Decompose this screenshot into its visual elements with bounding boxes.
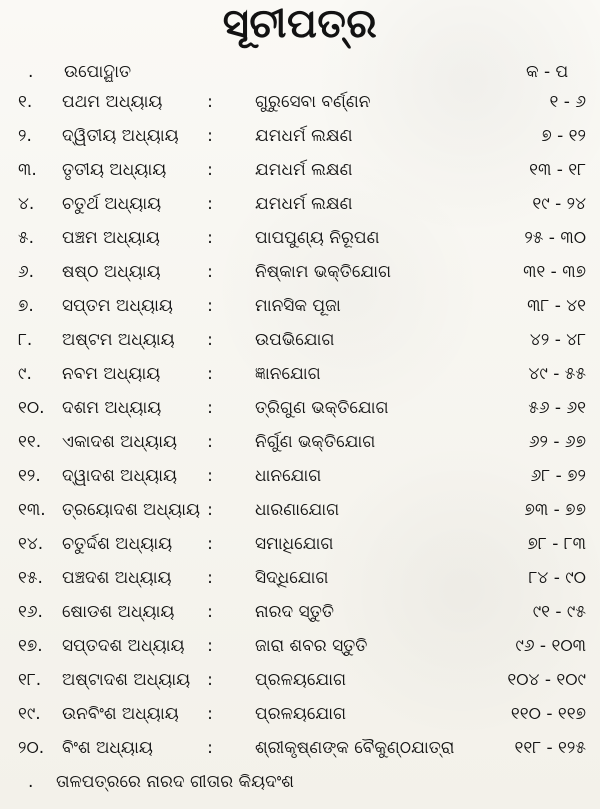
chapter-name: ନବମ ଅଧ୍ୟାୟ	[62, 364, 161, 384]
page-range: ୪୯ - ୫୫	[528, 364, 586, 384]
chapter-subject: ପ୍ରଳୟଯୋଗ	[255, 670, 347, 690]
toc-row	[0, 88, 600, 116]
toc-row	[0, 598, 600, 626]
chapter-subject: ଧାରଣାଯୋଗ	[255, 500, 340, 520]
chapter-subject: ଜ୍ଞାନଯୋଗ	[255, 364, 321, 384]
page-range: ୪୨ - ୪୮	[529, 330, 586, 350]
separator-colon: :	[207, 398, 213, 418]
page-range: ୩୮ - ୪୧	[527, 296, 586, 316]
chapter-subject: ତ୍ରିଗୁଣ ଭକ୍ତିଯୋଗ	[255, 398, 389, 418]
toc-row	[0, 156, 600, 184]
page-range: ୧୦୪ - ୧୦୯	[507, 670, 586, 690]
separator-colon: :	[207, 262, 213, 282]
row-number: ୨୦.	[18, 738, 45, 758]
footer-row	[0, 768, 600, 796]
page-range: ୭ - ୧୨	[541, 126, 586, 146]
intro-marker: .	[28, 62, 34, 82]
separator-colon: :	[207, 92, 213, 112]
toc-row	[0, 530, 600, 558]
separator-colon: :	[207, 466, 213, 486]
separator-colon: :	[207, 330, 213, 350]
page-range: ୩୧ - ୩୭	[523, 262, 586, 282]
toc-row	[0, 734, 600, 762]
page-range: ୧୯ - ୨୪	[532, 194, 586, 214]
separator-colon: :	[207, 602, 213, 622]
chapter-name: ଦ୍ୱିତୀୟ ଅଧ୍ୟାୟ	[62, 126, 179, 146]
chapter-subject: ଗୁରୁସେବା ବର୍ଣ୍ଣନ	[255, 92, 371, 112]
chapter-subject: ଶ୍ରୀକୃଷ୍ଣଙ୍କ ବୈକୁଣ୍ଠଯାତ୍ରା	[255, 738, 455, 758]
chapter-name: ଦ୍ୱାଦଶ ଅଧ୍ୟାୟ	[62, 466, 178, 486]
chapter-name: ଅଷ୍ଟାଦଶ ଅଧ୍ୟାୟ	[62, 670, 191, 690]
intro-label: ଉପୋଦ୍ଘାତ	[64, 62, 132, 82]
chapter-name: ଦଶମ ଅଧ୍ୟାୟ	[62, 398, 162, 418]
chapter-name: ଏକାଦଶ ଅଧ୍ୟାୟ	[62, 432, 177, 452]
chapter-name: ତ୍ରୟୋଦଶ ଅଧ୍ୟାୟ	[62, 500, 201, 520]
footer-text: ତାଳପତ୍ରରେ ନାରଦ ଗୀତାର କିୟଦଂଶ	[56, 772, 294, 792]
separator-colon: :	[207, 738, 213, 758]
page-range: ୫୬ - ୬୧	[528, 398, 586, 418]
row-number: ୬.	[18, 262, 35, 282]
page-range: ୧୧୦ - ୧୧୭	[510, 704, 586, 724]
toc-row	[0, 564, 600, 592]
chapter-subject: ପାପପୁଣ୍ୟ ନିରୂପଣ	[255, 228, 380, 248]
toc-row	[0, 292, 600, 320]
row-number: ୮.	[18, 330, 33, 350]
chapter-subject: ସିଦ୍ଧିଯୋଗ	[255, 568, 329, 588]
chapter-subject: ନିର୍ଗୁଣ ଭକ୍ତିଯୋଗ	[255, 432, 376, 452]
row-number: ୭.	[18, 296, 34, 316]
intro-pages: କ - ପ	[526, 62, 569, 82]
page-range: ୭୮ - ୮୩	[527, 534, 586, 554]
toc-row	[0, 632, 600, 660]
chapter-name: ସପ୍ତଦଶ ଅଧ୍ୟାୟ	[62, 636, 185, 656]
page-range: ୯୬ - ୧୦୩	[515, 636, 586, 656]
row-number: ୧୧.	[18, 432, 42, 452]
chapter-name: ଉନବିଂଶ ଅଧ୍ୟାୟ	[62, 704, 179, 724]
toc-row	[0, 462, 600, 490]
chapter-name: ସପ୍ତମ ଅଧ୍ୟାୟ	[62, 296, 173, 316]
chapter-subject: ଯମଧର୍ମ ଲକ୍ଷଣ	[255, 194, 353, 214]
row-number: ୧.	[18, 92, 33, 112]
toc-row	[0, 258, 600, 286]
chapter-name: ଚତୁର୍ଦ୍ଦଶ ଅଧ୍ୟାୟ	[62, 534, 173, 554]
separator-colon: :	[207, 228, 213, 248]
row-number: ୧୦.	[18, 398, 45, 418]
row-number: ୧୫.	[18, 568, 43, 588]
toc-row	[0, 360, 600, 388]
chapter-name: ଷୋଡଶ ଅଧ୍ୟାୟ	[62, 602, 175, 622]
row-number: ୫.	[18, 228, 35, 248]
intro-row	[0, 58, 600, 86]
page-range: ୯୧ - ୯୫	[532, 602, 586, 622]
row-number: ୨.	[18, 126, 32, 146]
footer-marker: .	[28, 772, 34, 792]
separator-colon: :	[207, 636, 213, 656]
row-number: ୪.	[18, 194, 35, 214]
chapter-name: ଅଷ୍ଟମ ଅଧ୍ୟାୟ	[62, 330, 175, 350]
separator-colon: :	[207, 296, 213, 316]
separator-colon: :	[207, 568, 213, 588]
separator-colon: :	[207, 500, 213, 520]
toc-row	[0, 428, 600, 456]
chapter-name: ପଞ୍ଚଦଶ ଅଧ୍ୟାୟ	[62, 568, 172, 588]
page-range: ୬୮ - ୭୨	[530, 466, 586, 486]
row-number: ୧୮.	[18, 670, 42, 690]
separator-colon: :	[207, 364, 213, 384]
row-number: ୧୩.	[18, 500, 46, 520]
page-title: ସୂଚୀପତ୍ର	[222, 1, 378, 47]
chapter-subject: ଯମଧର୍ମ ଲକ୍ଷଣ	[255, 160, 353, 180]
chapter-subject: ଯମଧର୍ମ ଲକ୍ଷଣ	[255, 126, 353, 146]
toc-row	[0, 700, 600, 728]
row-number: ୧୬.	[18, 602, 43, 622]
toc-row	[0, 326, 600, 354]
toc-row	[0, 224, 600, 252]
row-number: ୩.	[18, 160, 37, 180]
toc-row	[0, 496, 600, 524]
row-number: ୯.	[18, 364, 32, 384]
page-range: ୮୪ - ୯୦	[528, 568, 586, 588]
row-number: ୧୨.	[18, 466, 41, 486]
toc-row	[0, 666, 600, 694]
page-range: ୨୫ - ୩୦	[524, 228, 586, 248]
row-number: ୧୪.	[18, 534, 44, 554]
chapter-subject: ସମାଧିଯୋଗ	[255, 534, 334, 554]
chapter-subject: ନିଷ୍କାମ ଭକ୍ତିଯୋଗ	[255, 262, 392, 282]
separator-colon: :	[207, 534, 213, 554]
toc-row	[0, 190, 600, 218]
chapter-name: ଚତୁର୍ଥ ଅଧ୍ୟାୟ	[62, 194, 162, 214]
page-range: ୭୩ - ୭୭	[524, 500, 586, 520]
chapter-subject: ମାନସିକ ପୂଜା	[255, 296, 341, 316]
separator-colon: :	[207, 704, 213, 724]
separator-colon: :	[207, 432, 213, 452]
chapter-name: ପଞ୍ଚମ ଅଧ୍ୟାୟ	[62, 228, 160, 248]
chapter-subject: ନାରଦ ସ୍ତୁତି	[255, 602, 334, 622]
chapter-name: ବିଂଶ ଅଧ୍ୟାୟ	[62, 738, 153, 758]
separator-colon: :	[207, 126, 213, 146]
chapter-subject: ଧାନଯୋଗ	[255, 466, 322, 486]
chapter-name: ତୃତୀୟ ଅଧ୍ୟାୟ	[62, 160, 167, 180]
chapter-name: ପଥମ ଅଧ୍ୟାୟ	[62, 92, 163, 112]
toc-row	[0, 122, 600, 150]
chapter-subject: ଉପଭିଯୋଗ	[255, 330, 335, 350]
separator-colon: :	[207, 670, 213, 690]
page-range: ୬୨ - ୬୭	[528, 432, 586, 452]
chapter-subject: ଜାରା ଶବର ସ୍ତୁତି	[255, 636, 368, 656]
page-range: ୧ - ୬	[549, 92, 586, 112]
page-range: ୧୩ - ୧୮	[529, 160, 586, 180]
toc-row	[0, 394, 600, 422]
table-of-contents	[0, 58, 600, 809]
separator-colon: :	[207, 160, 213, 180]
page-range: ୧୧୮ - ୧୨୫	[514, 738, 586, 758]
chapter-subject: ପ୍ରଳୟଯୋଗ	[255, 704, 347, 724]
row-number: ୧୯.	[18, 704, 41, 724]
separator-colon: :	[207, 194, 213, 214]
row-number: ୧୭.	[18, 636, 43, 656]
chapter-name: ଷଷ୍ଠ ଅଧ୍ୟାୟ	[62, 262, 161, 282]
